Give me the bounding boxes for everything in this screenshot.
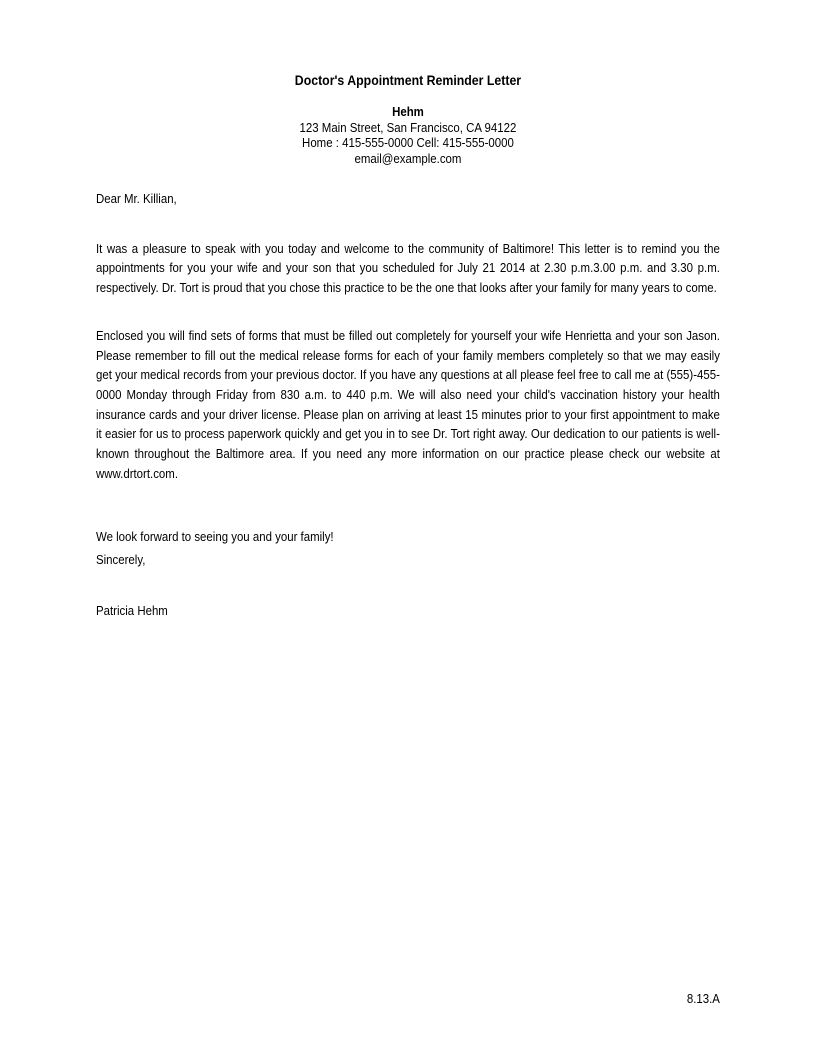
valediction: Sincerely, (96, 552, 146, 568)
letter-content (96, 0, 720, 1056)
sender-header (96, 104, 720, 166)
closing-line: We look forward to seeing you and your family! (96, 529, 334, 545)
letter-title: Doctor's Appointment Reminder Letter (294, 72, 522, 88)
salutation: Dear Mr. Killian, (96, 191, 177, 206)
body-paragraph-2: Enclosed you will find sets of forms that must be filled out completely for yourself your wife Henrietta and your son Jason. Please remember to fill out the medical release forms for each of your family members completely so that we may easily get your medical records from your previous doctor. If you have any questions at all please feel free to call me at (555)-455-0000 Monday through Friday from 830 a.m. to 440 p.m. We will also need your child's vaccination history your health insurance cards and your driver license. Please plan on arriving at least 15 minutes prior to your first appointment to make it easier for us to process paperwork quickly and get you in to see Dr. Tort right away. Our dedication to our patients is well-known throughout the Baltimore area. If you need any more information on our practice please check our website at www.drtort.com. (96, 327, 720, 481)
sender-email: email@example.com (354, 150, 462, 166)
sender-address: 123 Main Street, San Francisco, CA 94122 (299, 119, 517, 135)
footer-code: 8.13.A (686, 991, 720, 1006)
sender-name: Hehm (392, 104, 424, 119)
sender-phone-numbers: Home : 415-555-0000 Cell: 415-555-0000 (302, 135, 514, 150)
body-paragraph-1: It was a pleasure to speak with you today and welcome to the community of Baltimore! This letter is to remind you the appointments for you your wife and your son that you scheduled for July 21 2014 at 2.30 p.m.3.00 p.m. and 3.30 p.m. respectively. Dr. Tort is proud that you chose this practice to be the one that looks after your family for many years to come. (96, 240, 720, 296)
signature-name: Patricia Hehm (96, 602, 168, 618)
letter-body (96, 189, 720, 621)
